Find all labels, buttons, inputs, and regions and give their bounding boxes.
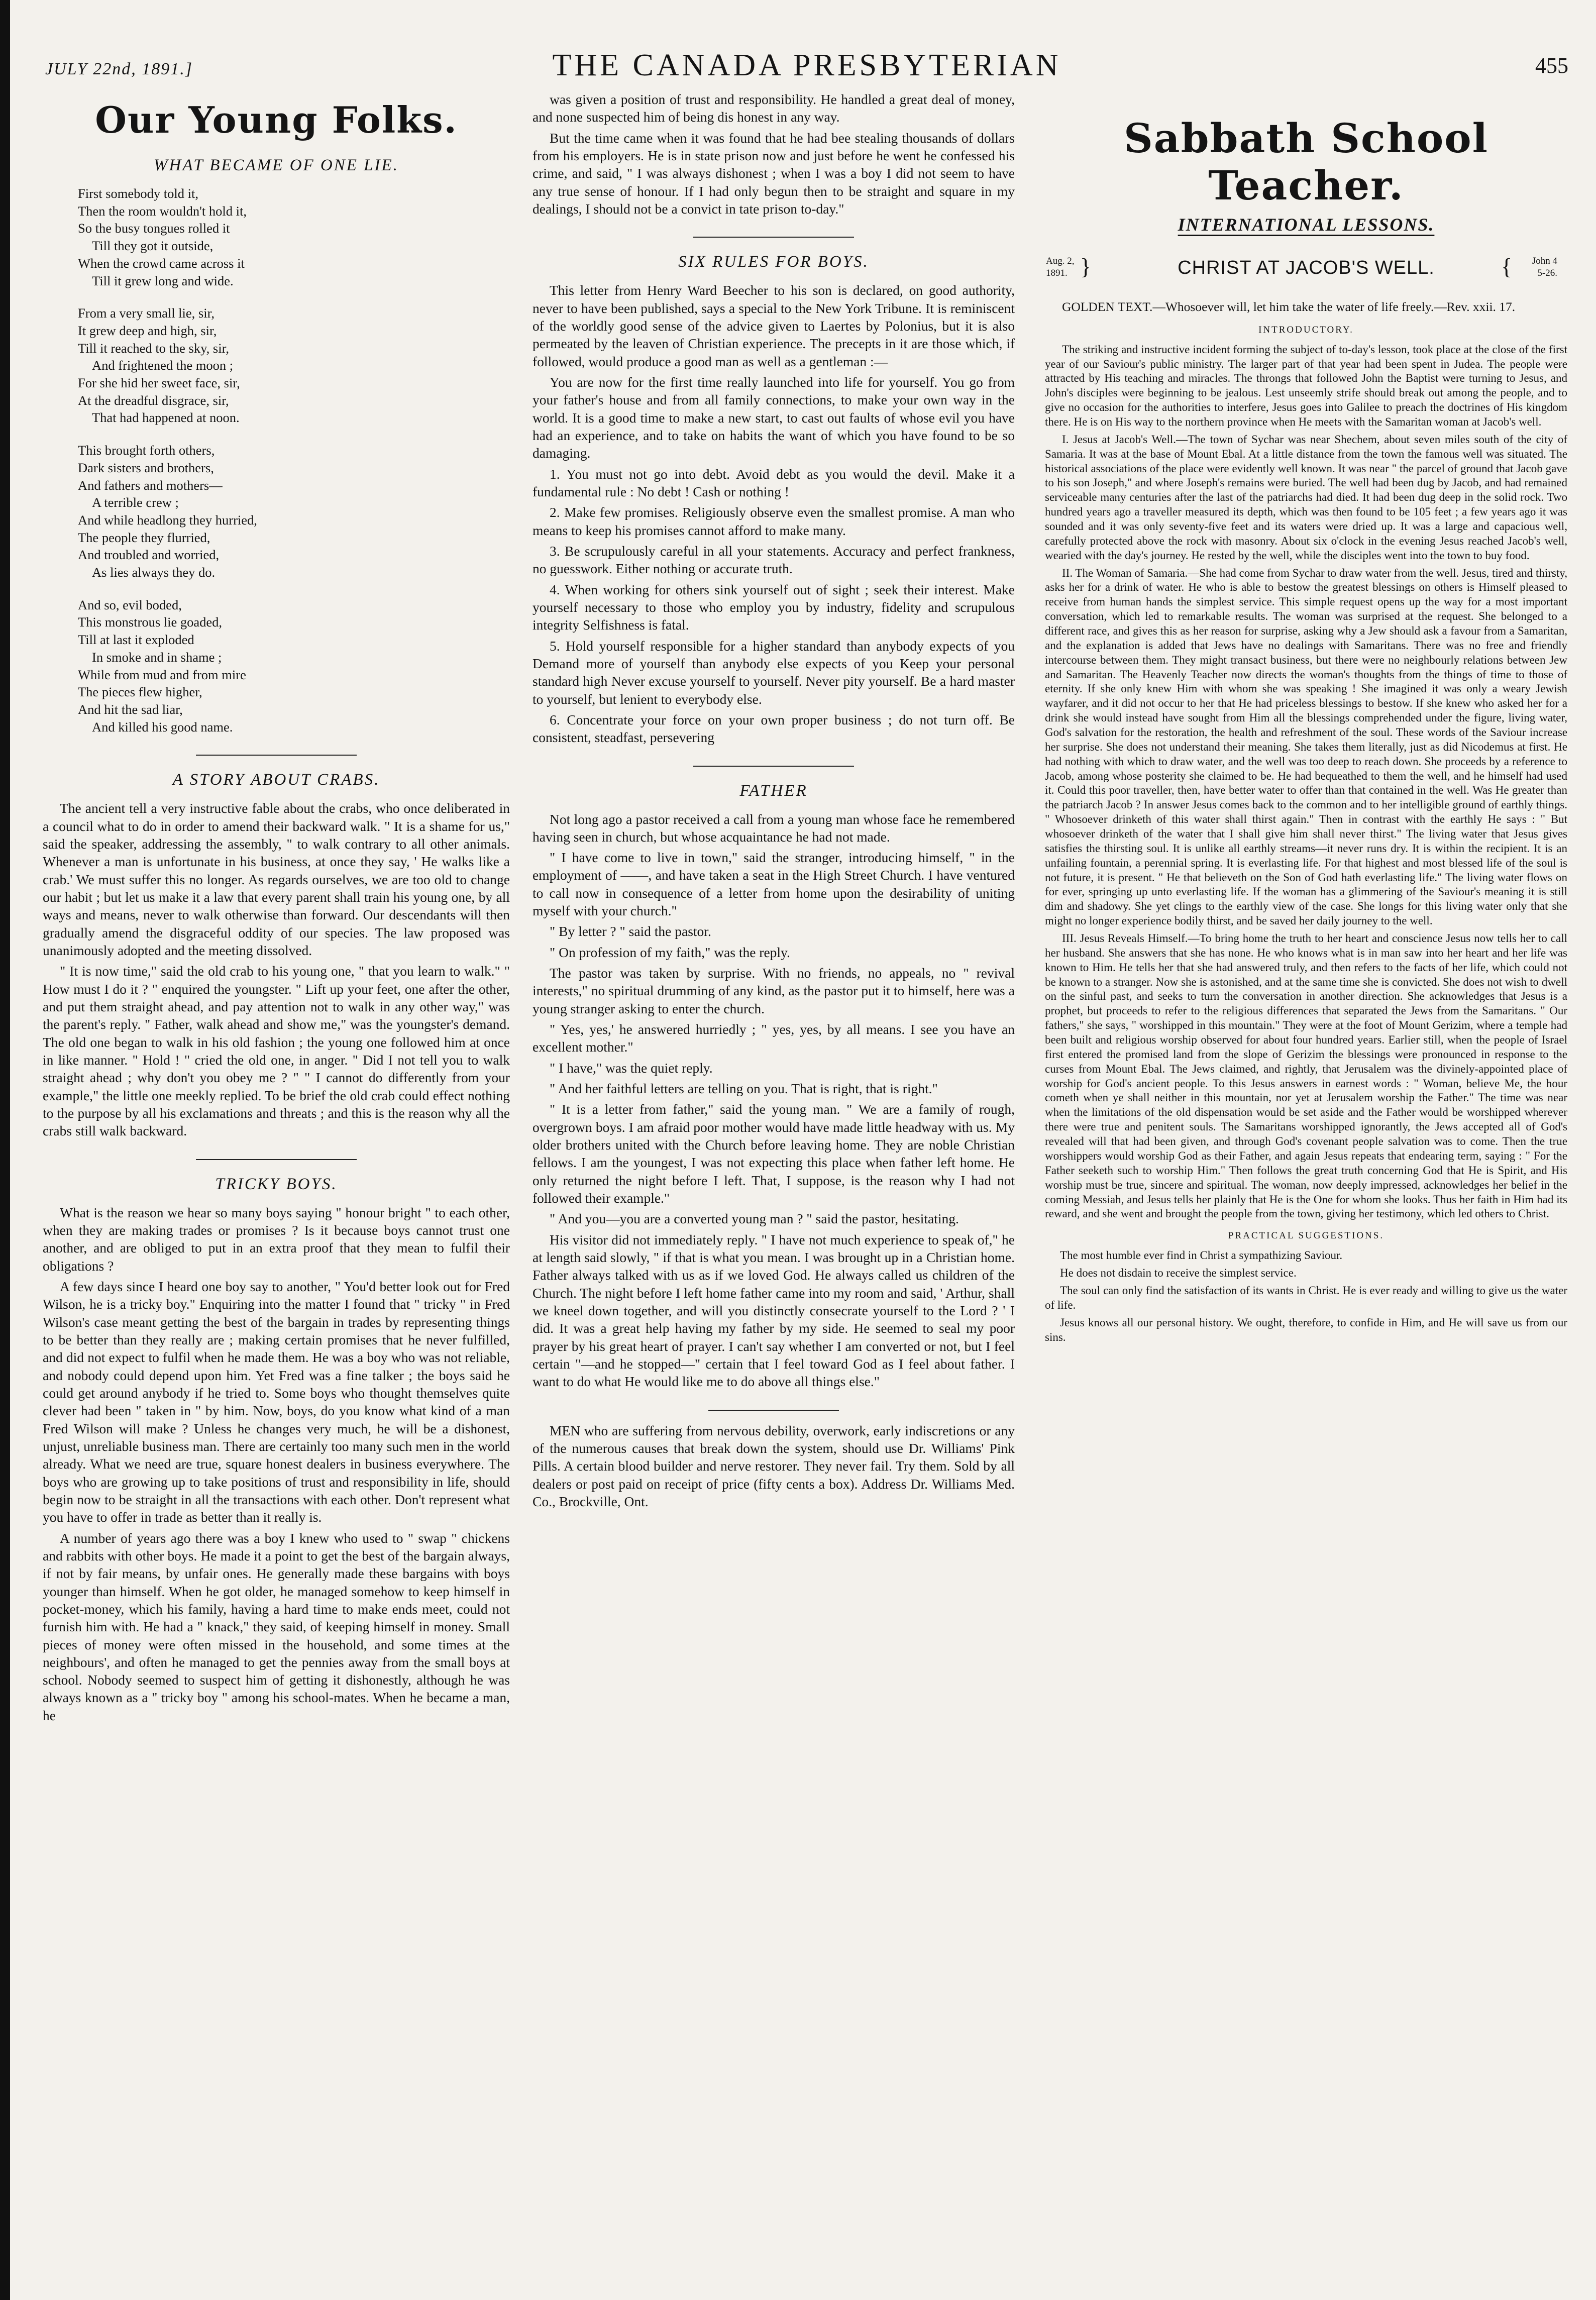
article-title: FATHER xyxy=(739,781,808,800)
poem-line: Till it reached to the sky, sir, xyxy=(78,340,229,356)
poem-line: And so, evil boded, xyxy=(78,597,182,612)
article-body xyxy=(43,1204,510,1725)
poem-line: From a very small lie, sir, xyxy=(78,305,215,321)
introduction: The striking and instructive incident forming the subject of to-day's lesson, took place at the close of the first year of our Saviour's public ministry. The larger part of that year had been spent in Judea. The people were attracted by His teaching and miracles. The throngs that followed John the Baptist were turning to Jesus, and John's disciples were beginning to be jealous. Lest unseemly strife should break out among the people, and to give no occasion for the authorities to interfere, Jesus goes into Galilee to preach the doctrines of His kingdom there. He is on His way to the northern province when He meets with the Samaritan woman at Jacob's well. xyxy=(1045,343,1567,428)
poem-line: Till at last it exploded xyxy=(78,632,194,648)
paragraph: A number of years ago there was a boy I knew who used to " swap " chickens and rabbits with other boys. He made it a point to get the best of the bargain always, if not by fair means, by unfair ones. He generally made these bargains with boys younger than himself. When he got older, he managed somehow to keep himself in pocket-money, which his family, having a hard time to make ends meet, could not furnish him with. He had a " knack," they said, of keeping himself in money. Small pieces of money were often missed in the household, and some times at the neighbours', and often he managed to get the pennies away from the small boys at school. Nobody seemed to suspect him of getting it dishonestly, although he was always known as a " tricky boy " among his school-mates. When he became a man, he xyxy=(43,1530,510,1723)
column-middle xyxy=(533,90,1015,2280)
article-title: SIX RULES FOR BOYS. xyxy=(678,253,869,271)
poem-line: Till they got it outside, xyxy=(92,238,214,254)
paragraph: " I have come to live in town," said the stranger, introducing himself, " in the employment of ——, and have taken a seat in the High Street Church. I have ventured to call now in consequence of a letter from home upon the desirability of uniting myself with your church." xyxy=(533,850,1015,919)
lesson-sections xyxy=(1045,433,1567,1221)
article-body xyxy=(533,281,1015,746)
poem-line: And while headlong they hurried, xyxy=(78,512,257,528)
paragraph: " And her faithful letters are telling on you. That is right, that is right." xyxy=(550,1081,938,1097)
poem-stanza xyxy=(78,304,510,427)
newspaper-title: THE CANADA PRESBYTERIAN xyxy=(552,48,1061,82)
divider xyxy=(708,1410,839,1411)
poem-line: As lies always they do. xyxy=(92,565,216,580)
paragraph: " Yes, yes,' he answered hurriedly ; " yes, yes, by all means. I see you have an excellent mother." xyxy=(533,1021,1015,1055)
lesson-heading xyxy=(1045,253,1567,288)
paragraph: This letter from Henry Ward Beecher to his son is declared, on good authority, never to have been published, says a special to the New York Tribune. It is reminiscent of the worldly good sense of the advice given to Laertes by Polonius, but it is also permeated by the leaven of Christian experience. The precepts in it are those which, if followed, would produce a good man as well as a gentleman :— xyxy=(533,282,1015,369)
department-title: Our Young Folks. xyxy=(95,98,458,141)
paragraph: 6. Concentrate your force on your own proper business ; do not turn off. Be consistent, steadfast, persevering xyxy=(533,711,1015,746)
paragraph: " On profession of my faith," was the reply. xyxy=(550,944,790,960)
lessons-heading: INTERNATIONAL LESSONS. xyxy=(1178,215,1435,235)
lesson-reference: John 4 5-26. xyxy=(1532,256,1557,278)
divider xyxy=(196,1159,357,1160)
paragraph: 2. Make few promises. Religiously observe even the smallest promise. A man who means to keep his promises cannot afford to make many. xyxy=(533,504,1015,538)
poem-line: So the busy tongues rolled it xyxy=(78,221,230,236)
poem-line: And hit the sad liar, xyxy=(78,701,183,717)
poem-line: That had happened at noon. xyxy=(92,410,240,426)
poem-line: While from mud and from mire xyxy=(78,667,246,682)
poem-line: Till it grew long and wide. xyxy=(92,273,234,288)
poem-line: A terrible crew ; xyxy=(92,495,179,510)
divider xyxy=(196,755,357,756)
poem-line: And fathers and mothers— xyxy=(78,477,223,493)
suggestion: The most humble ever find in Christ a sympathizing Saviour. xyxy=(1060,1249,1343,1262)
article-title: TRICKY BOYS. xyxy=(215,1175,338,1193)
paragraph: " By letter ? " said the pastor. xyxy=(550,923,711,939)
paragraph: 5. Hold yourself responsible for a higher standard than anybody expects of you Demand more of yourself than anybody else expects of you Keep your personal standard high Never excuse yourself to yourself. Never pity yourself. Be a hard master to yourself, but lenient to everybody else. xyxy=(533,638,1015,707)
paragraph: was given a position of trust and responsibility. He handled a great deal of money, and none suspected him of being dis honest in any way. xyxy=(533,91,1015,125)
paragraph: But the time came when it was found that he had bee stealing thousands of dollars from his employers. He is in state prison now and just before he went he confessed his crime, and said, " I was always dishonest ; when I was a boy I did not seem to have any true sense of honour. If I had only begun then to be straight and square in my dealings, I should not be a convict in tate prison to-day." xyxy=(533,130,1015,217)
poem-line: For she hid her sweet face, sir, xyxy=(78,375,240,391)
paragraph: 4. When working for others sink yourself out of sight ; seek their interest. Make yourself necessary to those who employ you by industry, fidelity and scrupulous integrity Selfishness is fatal. xyxy=(533,581,1015,633)
poem-line: The pieces flew higher, xyxy=(78,684,202,700)
paragraph: 3. Be scrupulously careful in all your statements. Accuracy and perfect frankness, no guesswork. Either nothing or accurate truth. xyxy=(533,543,1015,577)
paragraph: " And you—you are a converted young man ? " said the pastor, hesitating. xyxy=(550,1211,959,1227)
suggestion: The soul can only find the satisfaction of its wants in Christ. He is ever ready and willing to give us the water of life. xyxy=(1045,1284,1567,1311)
lesson-section: II. The Woman of Samaria.—She had come from Sychar to draw water from the well. Jesus, tired and thirsty, asks her for a drink of water. He who is able to bestow the greatest blessings on others is Himself pleased to receive from human hands the simplest service. This simple request opens up the way for a most important conversation, which led to remarkable results. The woman was surprised at the request. She belonged to a different race, and gives this as her reason for surprise, asking why a Jew should ask a favour from a Samaritan, and the explanation is added that Jews have no dealings with Samaritans. There was no free and friendly intercourse between them. They might transact business, but there were no neighbourly relations between Jew and Samaritan. The Heavenly Teacher now directs the woman's thoughts from the things of time to those of eternity. If she only knew Him with whom she was speaking ! She imagined it was only a weary Jewish wayfarer, and it did not occur to her that He had priceless blessings to bestow. If she knew who asked her for a drink she would instead have sought from Him all the blessings comprehended under the figure, living water, God's salvation for the restoration, the health and refreshment of the soul. These words of the Saviour increase her surprise. She does not understand their meaning. She takes them literally, just as did Nicodemus at first. He had nothing with which to draw water, and the well was too deep to reach down. She proceeds by a reference to Jacob, among whose posterity she claimed to be. He had bequeathed to them the well, and he himself had used it. Could this poor traveller, then, have better water to offer than that contained in the well. Was He greater than the patriarch Jacob ? In answer Jesus comes back to the common and to her intelligible ground of earthly things. " Whosoever drinketh of this water shall thirst again." Then in contrast with the earthly He says : " But whosoever drinketh of the water that I shall give him shall never thirst." The living water that Jesus gives satisfies the thirsting soul. It is unlike all earthly streams—it never runs dry. It is within the recipient. It is an unfailing fountain, a perennial spring. It is everlasting life. For that highest and most blessed life of the soul is not future, it is present. " He that believeth on the Son of God hath everlasting life." The living water flows on for ever, springing up unto everlasting life. If the woman has a glimmering of the Saviour's meaning it is still dim and shadowy. She yet clings to the earthly view of the case. She longs for this living water only that she might no longer experience bodily thirst, and be saved her daily journey to the well. xyxy=(1045,566,1567,927)
poem-line: First somebody told it, xyxy=(78,186,198,201)
page-header xyxy=(45,48,1568,83)
column-left xyxy=(43,90,510,2280)
paragraph: " It is a letter from father," said the young man. " We are a family of rough, overgrown boys. I am afraid poor mother would have made little headway with us. My older brothers united with the Church before leaving home. They are noble Christian fellows. I am the youngest, I was not expecting this place when father left home. He only returned the night before I left. That, I suppose, is the reason why I had not followed their example." xyxy=(533,1101,1015,1206)
page-number: 455 xyxy=(1535,53,1568,78)
paragraph: 1. You must not go into debt. Avoid debt as you would the devil. Make it a fundamental rule : No debt ! Cash or nothing ! xyxy=(533,466,1015,499)
poem-line: This monstrous lie goaded, xyxy=(78,614,223,630)
poem-line: And frightened the moon ; xyxy=(92,358,234,373)
section-heading: PRACTICAL SUGGESTIONS. xyxy=(1228,1230,1385,1241)
article-body xyxy=(43,799,510,1139)
golden-text: GOLDEN TEXT.—Whosoever will, let him take the water of life freely.—Rev. xxii. 17. xyxy=(1062,299,1516,314)
suggestion: He does not disdain to receive the simplest service. xyxy=(1060,1267,1297,1280)
poem-line: It grew deep and high, sir, xyxy=(78,323,217,338)
poem-line: When the crowd came across it xyxy=(78,255,245,271)
article-body-continued xyxy=(533,90,1015,218)
paragraph: The pastor was taken by surprise. With no friends, no appeals, no " revival interests," no spiritual drumming of any kind, as the pastor put it to himself, here was a young stranger asking to enter the church. xyxy=(533,965,1015,1016)
section-heading: INTRODUCTORY. xyxy=(1258,324,1354,335)
paragraph: The ancient tell a very instructive fable about the crabs, who once deliberated in a council what to do in order to amend their backward walk. " It is a shame for us," said the speaker, addressing the assembly, " to walk contrary to all other animals. Whenever a man is unfortunate in his business, at once they say, ' He walks like a crab.' We must suffer this no longer. As regards ourselves, we are too old to change our habit ; but let us make it a law that every parent shall train his young one, by all ways and means, never to walk otherwise than forward. Our descendants will then gradually amend the disgraceful oddity of our species. The law proposed was unanimously adopted and the meeting dissolved. xyxy=(43,800,510,959)
paragraph: " It is now time," said the old crab to his young one, " that you learn to walk." " How must I do it ? " enquired the youngster. " Lift up your feet, one after the other, and put them straight ahead, and pay attention not to walk in any other way," was the parent's reply. " Father, walk ahead and show me," was the youngster's demand. The old one began to walk in his old fashion ; the young one followed him at once in like manner. " Hold ! " cried the old one, in anger. " Did I not tell you to walk straight ahead ; why don't you obey me ? " " I cannot do differently from your example," the little one meekly replied. To be brief the old crab could effect nothing to the purpose by all his exclamations and threats ; and this is the reason why all the crabs still walk backward. xyxy=(43,963,510,1139)
lesson-title: CHRIST AT JACOB'S WELL. xyxy=(1178,257,1435,278)
paragraph: His visitor did not immediately reply. " I have not much experience to speak of," he at length said slowly, " if that is what you mean. I was brought up in a Christian home. Father always talked with us as if we loved God. He always called us children of the Church. The night before I left home father came into my room and said, ' Arthur, shall we kneel down together, and will you distinctly consecrate yourself to the Lord ? ' I did. It was a great help having my father by my side. He seemed to seal my poor prayer by his great heart of prayer. I can't say whether I am converted or not, but I feel certain "—and he stopped—" certain that I feel toward God as I feel about father. I want to do what He would like me to do above all things else." xyxy=(533,1231,1015,1390)
poem-line: This brought forth others, xyxy=(78,443,215,458)
poem-stanza xyxy=(78,596,510,736)
poem-line: And killed his good name. xyxy=(92,719,233,735)
poem-line: Then the room wouldn't hold it, xyxy=(78,203,247,219)
paragraph: Not long ago a pastor received a call from a young man whose face he remembered having seen in church, but whose acquaintance he had not made. xyxy=(533,811,1015,845)
poem-title: WHAT BECAME OF ONE LIE. xyxy=(154,156,399,174)
poem-line: And troubled and worried, xyxy=(78,547,220,563)
department-title: Sabbath School Teacher. xyxy=(1123,115,1489,209)
poem-line: At the dreadful disgrace, sir, xyxy=(78,392,229,408)
lesson-section: I. Jesus at Jacob's Well.—The town of Sychar was near Shechem, about seven miles south of the city of Samaria. It was at the base of Mount Ebal. At a little distance from the town the famous well was situated. The historical associations of the place were evidently well known. It was near " the parcel of ground that Jacob gave to his son Joseph," and where Joseph's remains were buried. The well had been dug by Jacob, and had remained serviceable many centuries after the last of the patriarchs had died. It had been dug deep in the solid rock. Two hundred years ago a traveller measured its depth, which was then found to be 105 feet ; a few years ago it was sounded and it was only seventy-five feet and its waters were dried up. It was a large and capacious well, carefully protected above the rock with masonry. About six o'clock in the evening Jesus reached Jacob's well, wearied with the day's journey. He rested by the well, while the disciples went into the town to buy food. xyxy=(1045,433,1567,562)
poem-stanza xyxy=(78,185,510,289)
practical-suggestions xyxy=(1045,1248,1567,1344)
poem-line: In smoke and in shame ; xyxy=(92,649,222,665)
page-edge xyxy=(0,0,10,2300)
paragraph: What is the reason we hear so many boys saying " honour bright " to each other, when they are making trades or promises ? Is it because boys cannot trust one another, and are obliged to put in an extra proof that they mean to fulfil their obligations ? xyxy=(43,1204,510,1274)
paragraph: " I have," was the quiet reply. xyxy=(550,1060,713,1076)
poem-stanza xyxy=(78,442,510,581)
lesson-section: III. Jesus Reveals Himself.—To bring home the truth to her heart and conscience Jesus now tells her to call her husband. She answers that she has none. He who knows what is in man saw into her heart and her life was known to Him. He tells her that she had answered truly, and then refers to the facts of her life, which could not be known to a stranger. Now she is astonished, and at the same time she is convicted. She does not wish to dwell on the sinful past, and seeks to turn the conversation in another direction. She acknowledges that Jesus is a prophet, but proceeds to refer to the religious differences that separated the Jews from the Samaritans. " Our fathers," she says, " worshipped in this mountain." They were at the foot of Mount Gerizim, where a temple had been built and religious worship observed for about four hundred years. Earlier still, when the people of Israel first entered the promised land from the slope of Gerizim the blessings were pronounced in response to the curses from Mount Ebal. The Jews claimed, and rightly, that Jerusalem was the divinely-appointed place of worship for God's ancient people. To this Jesus answers in earnest words : " Woman, believe Me, the hour cometh when ye shall neither in this mountain, nor yet at Jerusalem worship the Father." The time was near when the limitations of the old dispensation would be set aside and the Father would be worshipped wherever there were true and penitent souls. The Samaritans worshipped ignorantly, the Jews accepted all of God's revealed will that had been given, and through God's covenant people salvation was to come. Then the true worshippers would worship God as their Father, and again Jesus repeats that endearing term, saying : " For the Father seeketh such to worship Him." Then follows the great truth concerning God that He is Spirit, and His worship must be true, sincere and spiritual. The woman, now deeply impressed, acknowledges her belief in the coming Messiah, and Jesus tells her plainly that He is the One for whom she looks. Thus her faith in Him had its reward, and she went and brought the people from the town, giving her testimony, which led others to Christ. xyxy=(1045,932,1567,1220)
column-right xyxy=(1045,90,1567,2280)
divider xyxy=(693,766,854,767)
article-title: A STORY ABOUT CRABS. xyxy=(172,771,380,789)
paragraph: You are now for the first time really launched into life for yourself. You go from your father's house and from all family connections, to make your own way in the world. It is a good time to make a new start, to cast out faults of whose evil you have had an experience, and to take on habits the want of which you have found to be so damaging. xyxy=(533,374,1015,461)
brace-icon: { xyxy=(1501,254,1512,279)
lesson-date: Aug. 2, 1891. xyxy=(1046,256,1075,278)
advertisement: MEN who are suffering from nervous debility, overwork, early indiscretions or any of the numerous causes that break down the system, should use Dr. Williams' Pink Pills. A certain blood builder and nerve restorer. They never fail. Try them. Sold by all dealers or post paid on receipt of price (fifty cents a box). Address Dr. Williams Med. Co., Brockville, Ont. xyxy=(533,1422,1015,1509)
brace-icon: } xyxy=(1080,254,1092,279)
poem-line: Dark sisters and brothers, xyxy=(78,460,214,475)
issue-date: JULY 22nd, 1891.] xyxy=(45,60,193,78)
poem-line: The people they flurried, xyxy=(78,530,210,545)
article-body xyxy=(533,810,1015,1391)
suggestion: Jesus knows all our personal history. We ought, therefore, to confide in Him, and He will save us from our sins. xyxy=(1045,1316,1567,1343)
divider xyxy=(693,237,854,238)
poem xyxy=(78,185,510,736)
paragraph: A few days since I heard one boy say to another, " You'd better look out for Fred Wilson, he is a tricky boy." Enquiring into the matter I found that " tricky " in Fred Wilson's case meant getting the best of the bargain in trades by representing things to be better than they really are ; making certain promises that he never fulfilled, and did not expect to fulfil when he made them. He was a boy who was not reliable, and nobody could depend upon him. Yet Fred was a fine talker ; the boys said he could get around anybody if he tried to. Some boys who thought themselves quite clever had been " taken in " by him. Now, boys, do you know what kind of a man Fred Wilson will make ? Unless he changes very much, he will be a dishonest, unjust, unreliable business man. There are certainly too many such men in the world already. What we need are true, square honest dealers in business everywhere. The boys who are growing up to take positions of trust and responsibility in life, should begin now to be straight in all the transactions with each other. Don't represent what you have to offer in trade as better than it really is. xyxy=(43,1278,510,1525)
